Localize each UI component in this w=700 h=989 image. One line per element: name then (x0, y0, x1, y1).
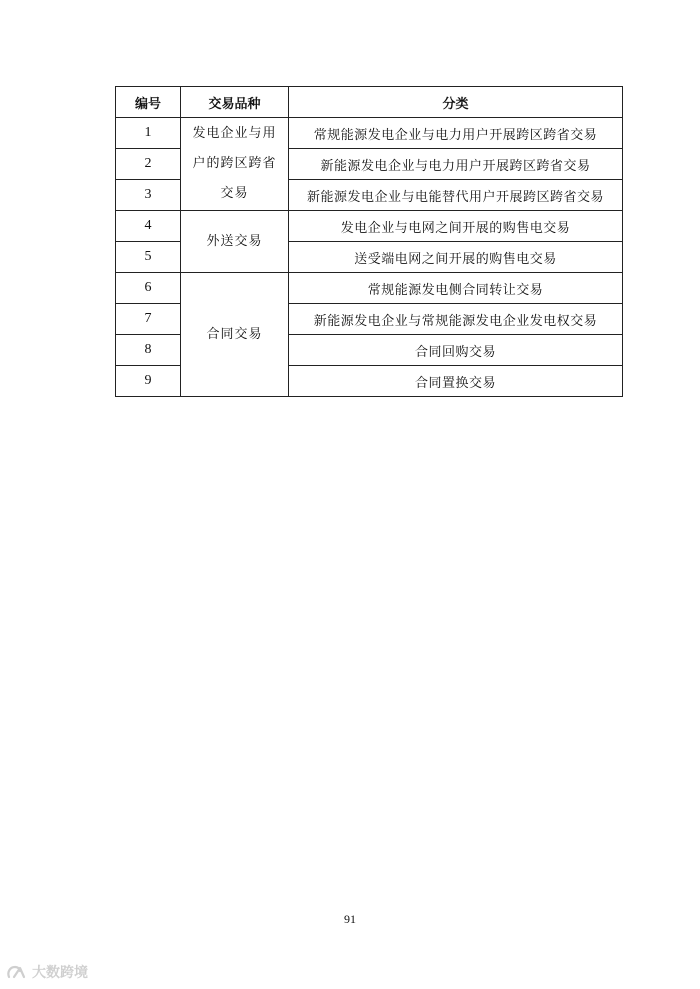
table-row (116, 118, 623, 149)
table-row (116, 211, 623, 242)
category-cell: 发电企业与电网之间开展的购售电交易 (289, 211, 623, 242)
row-number: 7 (116, 304, 181, 335)
category-cell: 常规能源发电企业与电力用户开展跨区跨省交易 (289, 118, 623, 149)
row-number: 1 (116, 118, 181, 149)
watermark (6, 962, 88, 982)
row-number: 5 (116, 242, 181, 273)
row-number: 9 (116, 366, 181, 397)
page-number: 91 (344, 912, 356, 926)
header-number: 编号 (116, 87, 181, 118)
table-body (116, 118, 623, 397)
trading-variety-line: 发电企业与用 (192, 126, 277, 141)
category-cell: 新能源发电企业与电力用户开展跨区跨省交易 (289, 149, 623, 180)
trading-variety-cell (181, 118, 289, 211)
category-cell: 送受端电网之间开展的购售电交易 (289, 242, 623, 273)
category-cell: 新能源发电企业与电能替代用户开展跨区跨省交易 (289, 180, 623, 211)
category-cell: 合同置换交易 (289, 366, 623, 397)
table-row (116, 273, 623, 304)
category-cell: 常规能源发电侧合同转让交易 (289, 273, 623, 304)
header-trading-variety: 交易品种 (181, 87, 289, 118)
row-number: 3 (116, 180, 181, 211)
trading-variety-line: 外送交易 (206, 233, 263, 249)
trading-variety-line: 户的跨区跨省 (192, 156, 277, 171)
row-number: 8 (116, 335, 181, 366)
row-number: 2 (116, 149, 181, 180)
row-number: 4 (116, 211, 181, 242)
category-cell: 合同回购交易 (289, 335, 623, 366)
watermark-text: 大数跨境 (32, 965, 88, 981)
brand-logo-icon (6, 964, 28, 980)
trading-variety-line: 交易 (220, 186, 249, 201)
row-number: 6 (116, 273, 181, 304)
table-header-row (116, 87, 623, 118)
trading-variety-cell (181, 211, 289, 273)
trading-variety-line: 合同交易 (206, 326, 263, 342)
category-cell: 新能源发电企业与常规能源发电企业发电权交易 (289, 304, 623, 335)
header-category: 分类 (289, 87, 623, 118)
trading-varieties-table (115, 86, 623, 397)
trading-variety-cell (181, 273, 289, 397)
